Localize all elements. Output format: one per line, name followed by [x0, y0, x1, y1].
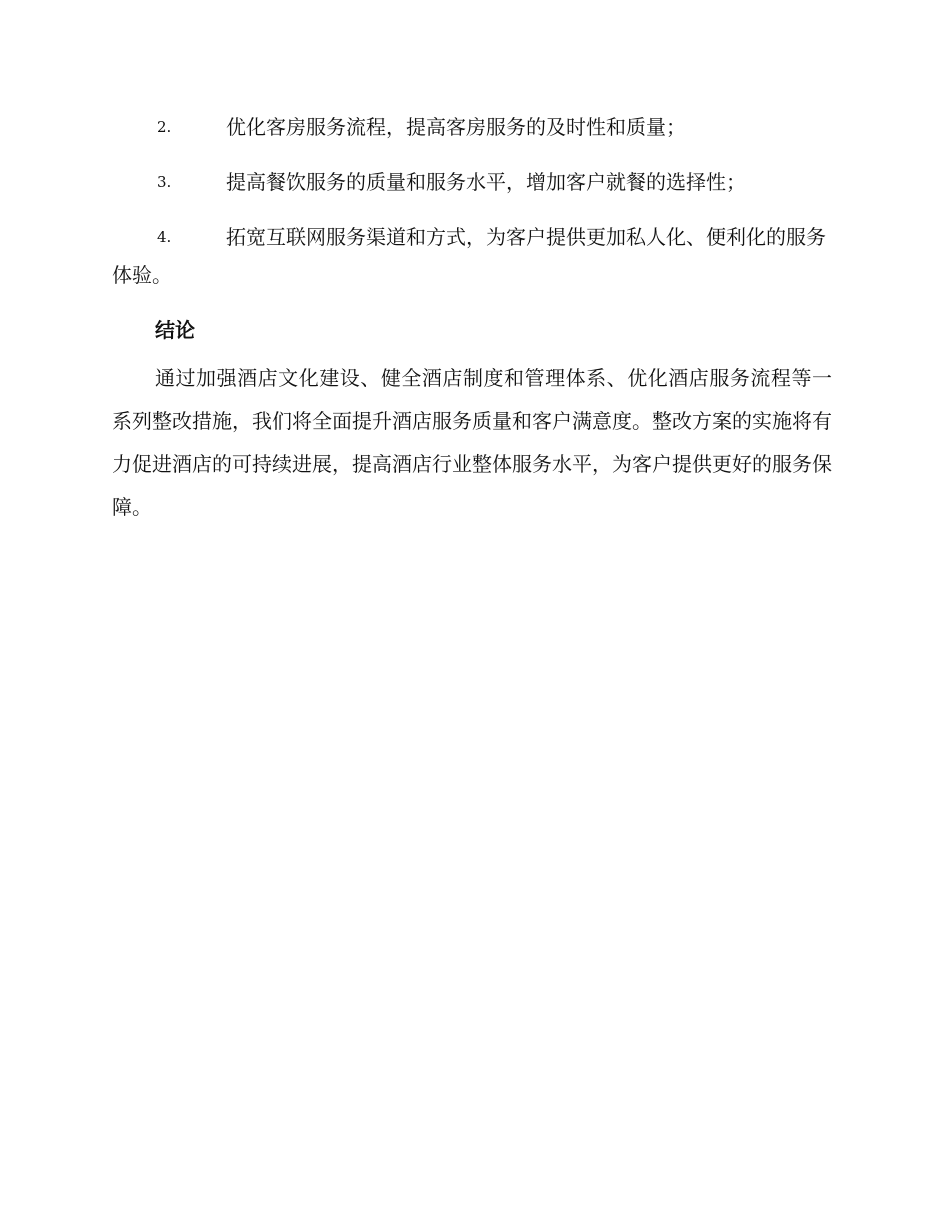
- list-item-4: [112, 218, 832, 294]
- list-number: 2.: [157, 118, 172, 136]
- list-number: 3.: [157, 173, 172, 191]
- list-text: 拓宽互联网服务渠道和方式，为客户提供更加私人化、便利化的服务体验。: [112, 225, 826, 287]
- list-text: 提高餐饮服务的质量和服务水平，增加客户就餐的选择性；: [226, 170, 746, 194]
- conclusion-paragraph: 通过加强酒店文化建设、健全酒店制度和管理体系、优化酒店服务流程等一系列整改措施，我们将全面提升酒店服务质量和客户满意度。整改方案的实施将有力促进酒店的可持续进展，提高酒店行业整体服务水平，为客户提供更好的服务保障。: [112, 366, 832, 519]
- list-text: 优化客房服务流程，提高客房服务的及时性和质量；: [226, 115, 686, 139]
- list-item-2: [112, 108, 832, 146]
- section-heading: 结论: [155, 318, 195, 342]
- document-content: [112, 108, 832, 529]
- list-number: 4.: [157, 228, 172, 246]
- list-item-3: [112, 163, 832, 201]
